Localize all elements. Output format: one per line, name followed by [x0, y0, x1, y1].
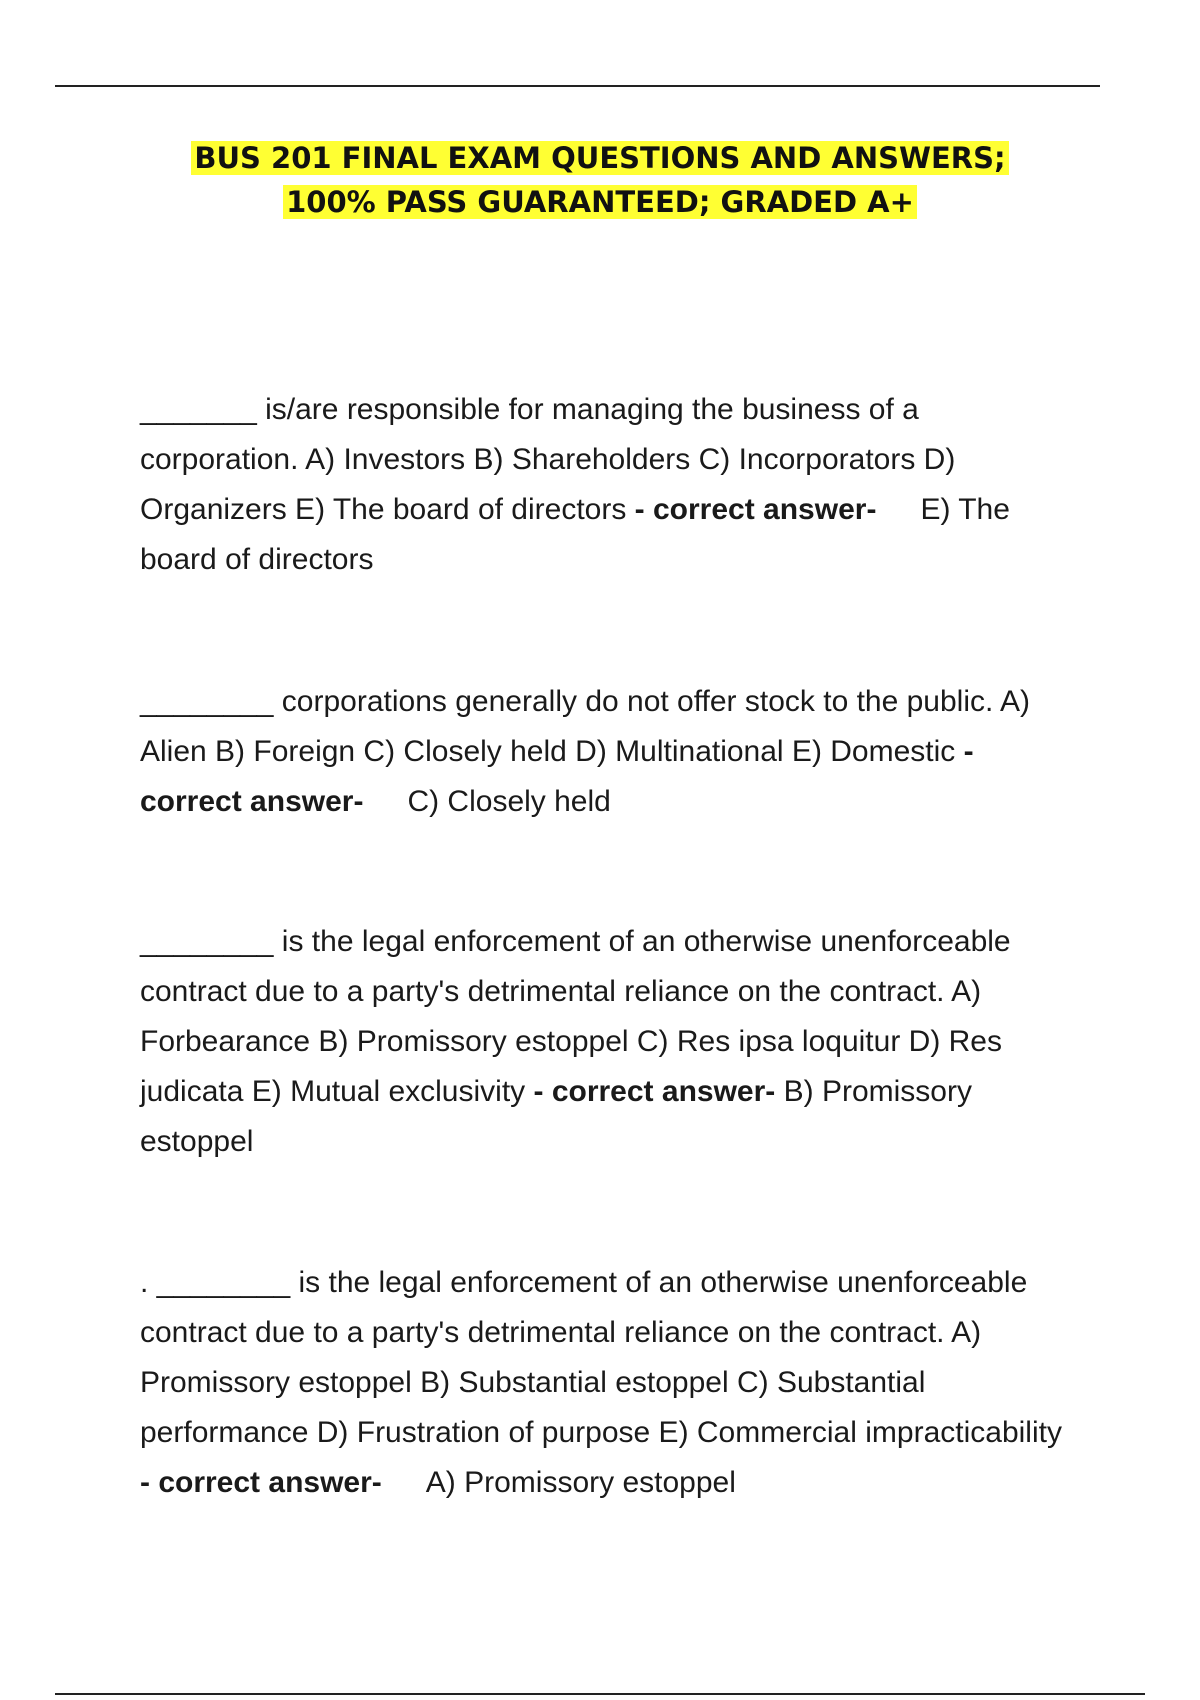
correct-answer-label: - correct answer-	[634, 493, 877, 526]
answer-text: C) Closely held	[407, 785, 611, 818]
correct-answer-label: - correct answer-	[533, 1075, 776, 1108]
top-divider	[55, 85, 1100, 87]
answer-text: B) Promissory estoppel	[140, 1075, 972, 1158]
correct-answer-label: - correct answer-	[140, 735, 974, 818]
title-line-2: 100% PASS GUARANTEED; GRADED A+	[283, 185, 917, 219]
document-title	[100, 136, 1100, 224]
question-item	[140, 677, 1070, 827]
question-item	[140, 917, 1070, 1167]
answer-text: E) The board of directors	[140, 493, 1010, 576]
question-text: _______ is/are responsible for managing the business of a corporation. A) Investors B) Shareholders C) Incorporators D) Organizers E) The board of directors	[140, 393, 956, 526]
title-line-1: BUS 201 FINAL EXAM QUESTIONS AND ANSWERS;	[191, 141, 1008, 175]
question-text: . ________ is the legal enforcement of an otherwise unenforceable contract due to a party's detrimental reliance on the contract. A) Promissory estoppel B) Substantial estoppel C) Substantial performance D) Frustration of purpose E) Commercial impracticability	[140, 1266, 1062, 1449]
bottom-divider	[55, 1693, 1145, 1695]
correct-answer-label: - correct answer-	[140, 1466, 382, 1499]
question-text: ________ corporations generally do not offer stock to the public. A) Alien B) Foreign C) Closely held D) Multinational E) Domestic	[140, 685, 1031, 768]
question-text: ________ is the legal enforcement of an otherwise unenforceable contract due to a party's detrimental reliance on the contract. A) Forbearance B) Promissory estoppel C) Res ipsa loquitur D) Res judicata E) Mutual exclusivity	[140, 925, 1011, 1108]
question-item	[140, 385, 1070, 585]
question-item	[140, 1258, 1070, 1508]
answer-text: A) Promissory estoppel	[425, 1466, 736, 1499]
